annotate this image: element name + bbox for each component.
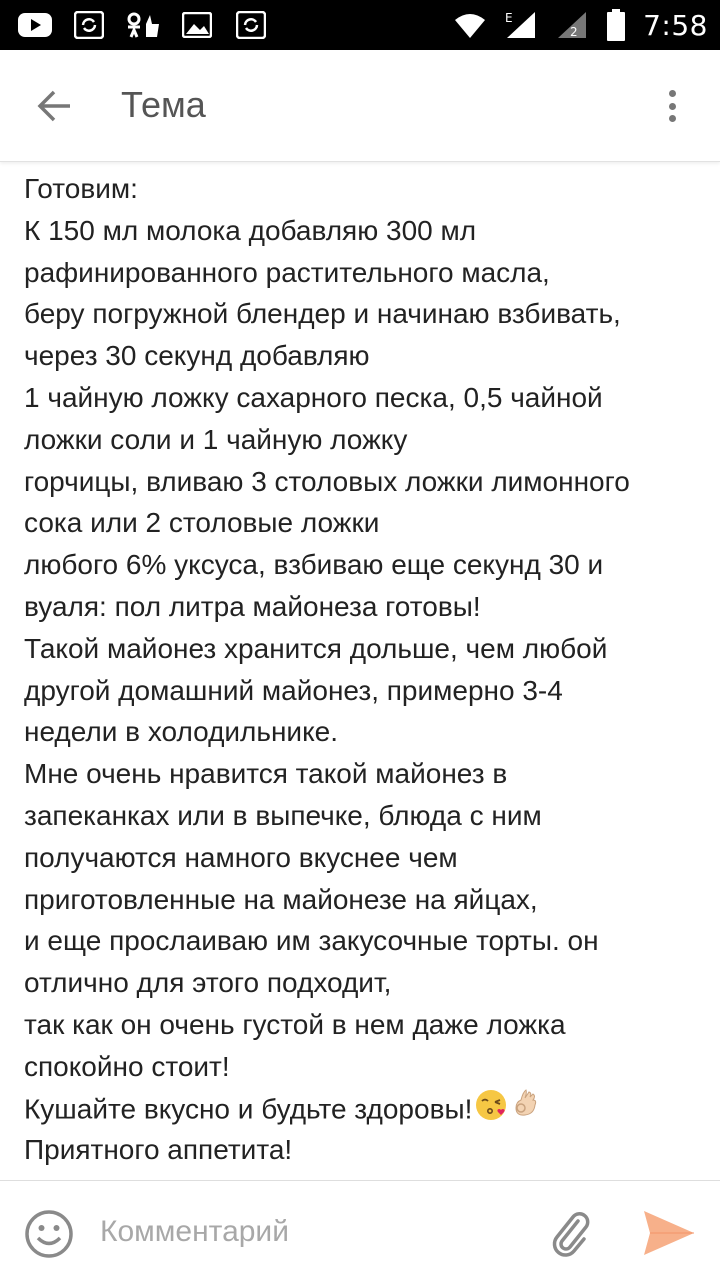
post-line (24, 293, 704, 335)
post-line (24, 1129, 704, 1171)
status-time: 7:58 (643, 8, 708, 42)
post-line-text: спокойно стоит! (24, 1050, 230, 1082)
sync-icon (72, 11, 106, 39)
signal-2-icon (555, 11, 589, 39)
smile-icon[interactable] (24, 1209, 74, 1259)
send-icon[interactable] (642, 1209, 696, 1257)
post-line-text: Готовим: (24, 173, 138, 204)
post-text (24, 168, 704, 1171)
post-line (24, 586, 704, 628)
post-line (24, 1046, 704, 1088)
post-line-text: любого 6% уксуса, взбиваю еще секунд 30 и (24, 549, 604, 581)
post-line-text: Кушайте вкусно и будьте здоровы! (24, 1092, 473, 1124)
ok-hand-emoji-icon (510, 1088, 542, 1134)
status-bar (0, 0, 720, 50)
post-line (24, 168, 704, 210)
post-line (24, 1088, 704, 1130)
post-line (24, 711, 704, 753)
post-line (24, 210, 704, 252)
youtube-icon (18, 11, 52, 39)
post-line (24, 920, 704, 962)
app-bar (0, 50, 720, 162)
post-line (24, 879, 704, 921)
post-line-text: 1 чайную ложку сахарного песка, 0,5 чайной (24, 381, 603, 413)
more-vert-icon[interactable] (658, 86, 686, 126)
post-line-text: К 150 мл молока добавляю 300 мл (24, 214, 477, 246)
post-line-text: так как он очень густой в нем даже ложка (24, 1008, 566, 1040)
post-line (24, 252, 704, 294)
battery-icon (605, 11, 627, 39)
post-line (24, 962, 704, 1004)
post-line (24, 377, 704, 419)
page-title: Тема (121, 84, 206, 125)
post-line-text: и еще прослаиваю им закусочные торты. он (24, 925, 599, 957)
post-line (24, 628, 704, 670)
post-line (24, 419, 704, 461)
post-line-text: отлично для этого подходит, (24, 967, 392, 999)
odnoklassniki-icon (126, 11, 160, 39)
post-line-text: получаются намного вкуснее чем (24, 841, 458, 873)
post-line-text: Мне очень нравится такой майонез в (24, 758, 508, 790)
wifi-icon (453, 11, 487, 39)
post-line-text: беру погружной блендер и начинаю взбивать, (24, 298, 621, 330)
post-line (24, 1004, 704, 1046)
post-line-text: Такой майонез хранится дольше, чем любой (24, 632, 608, 664)
comment-bar (0, 1181, 720, 1280)
svg-text:E: E (505, 11, 513, 25)
post-line-text: вуаля: пол литра майонеза готовы! (24, 590, 481, 622)
post-line-text: приготовленные на майонезе на яйцах, (24, 883, 538, 915)
svg-text:2: 2 (570, 25, 578, 39)
image-icon (180, 11, 214, 39)
back-arrow-icon[interactable] (34, 86, 78, 126)
post-line-text: сока или 2 столовые ложки (24, 507, 380, 539)
post-line (24, 502, 704, 544)
comment-input[interactable] (100, 1207, 520, 1257)
signal-icon (503, 11, 539, 39)
post-line (24, 335, 704, 377)
post-line (24, 753, 704, 795)
post-line-text: ложки соли и 1 чайную ложку (24, 423, 408, 455)
post-line-text: рафинированного растительного масла, (24, 256, 550, 288)
post-line (24, 837, 704, 879)
post-line-text: запеканках или в выпечке, блюда с ним (24, 799, 542, 831)
post-line-text: недели в холодильнике. (24, 716, 338, 748)
sync-icon (234, 11, 268, 39)
paperclip-icon[interactable] (548, 1207, 592, 1259)
post-line (24, 670, 704, 712)
kissing-face-emoji-icon (474, 1088, 508, 1134)
post-line (24, 795, 704, 837)
post-line-text: горчицы, вливаю 3 столовых ложки лимонного (24, 465, 630, 497)
post-line-text: через 30 секунд добавляю (24, 340, 370, 372)
post-line (24, 544, 704, 586)
post-line (24, 461, 704, 503)
post-line-text: другой домашний майонез, примерно 3-4 (24, 674, 563, 706)
post-line-text: Приятного аппетита! (24, 1134, 293, 1166)
